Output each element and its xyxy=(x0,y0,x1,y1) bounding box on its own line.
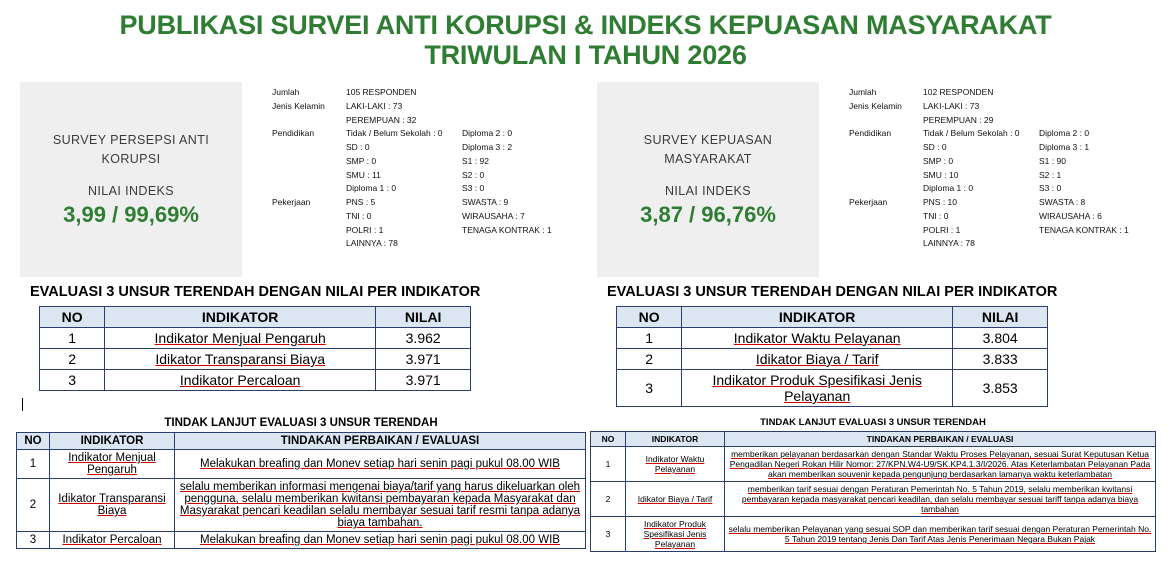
table-row xyxy=(40,349,471,370)
cell-indikator-text: Idikator Transparansi Biaya xyxy=(58,493,166,517)
cell-no: 2 xyxy=(40,349,105,370)
table-row xyxy=(17,450,586,479)
cell-indikator xyxy=(105,370,376,391)
stat-pekerjaan-1-b: WIRAUSAHA : 7 xyxy=(462,210,525,221)
stat-pendidikan-3-a: SMU : 10 xyxy=(923,169,959,180)
table-header-row xyxy=(591,432,1156,447)
cell-indikator xyxy=(626,447,725,482)
cell-nilai: 3.962 xyxy=(376,328,471,349)
cell-indikator-text: Indikator Percaloan xyxy=(62,534,162,546)
cell-indikator-text: Indikator Menjual Pengaruh xyxy=(68,452,156,476)
cell-no: 3 xyxy=(591,517,626,552)
table-header-row xyxy=(40,307,471,328)
stat-pendidikan-3-b: S2 : 1 xyxy=(1039,169,1062,180)
cell-no: 1 xyxy=(17,450,50,479)
stat-pekerjaan-2-a: POLRI : 1 xyxy=(923,224,961,235)
cell-no: 1 xyxy=(40,328,105,349)
index-box-label-line1: SURVEY KEPUASAN xyxy=(643,132,773,147)
index-box-sub: NILAI INDEKS xyxy=(664,184,752,199)
panel-anti-korupsi xyxy=(20,82,552,277)
eval-title: EVALUASI 3 UNSUR TERENDAH DENGAN NILAI PER INDIKATOR xyxy=(607,284,1058,300)
col-indikator: INDIKATOR xyxy=(682,307,953,328)
stat-pendidikan-4-a: Diploma 1 : 0 xyxy=(346,183,397,194)
cell-no: 3 xyxy=(17,532,50,549)
cell-no: 1 xyxy=(617,328,682,349)
cell-tindakan xyxy=(175,450,586,479)
stat-value-laki: LAKI-LAKI : 73 xyxy=(346,100,403,111)
cell-indikator xyxy=(682,370,953,407)
cell-nilai: 3.833 xyxy=(953,349,1048,370)
table-row xyxy=(617,349,1048,370)
cell-nilai: 3.804 xyxy=(953,328,1048,349)
col-indikator: INDIKATOR xyxy=(626,432,725,447)
cell-indikator xyxy=(682,349,953,370)
stat-label-jenis-kelamin: Jenis Kelamin xyxy=(849,100,902,111)
stat-pekerjaan-3-a: LAINNYA : 78 xyxy=(346,238,398,249)
cell-tindakan-text: Melakukan breafing dan Monev setiap hari senin pagi pukul 08.00 WIB xyxy=(200,458,560,470)
table-header-row xyxy=(617,307,1048,328)
cell-indikator-text: Idikator Biaya / Tarif xyxy=(637,494,713,504)
followup-title: TINDAK LANJUT EVALUASI 3 UNSUR TERENDAH xyxy=(164,417,438,429)
cell-nilai: 3.971 xyxy=(376,349,471,370)
title-line-2: TRIWULAN I TAHUN 2026 xyxy=(424,40,747,71)
stat-value-jumlah: 102 RESPONDEN xyxy=(923,87,994,97)
stat-pekerjaan-2-b: TENAGA KONTRAK : 1 xyxy=(462,224,552,235)
cell-no: 3 xyxy=(617,370,682,407)
cell-indikator xyxy=(50,532,175,549)
col-nilai: NILAI xyxy=(376,307,471,328)
cell-tindakan xyxy=(725,482,1156,517)
stat-pekerjaan-0-b: SWASTA : 8 xyxy=(1039,197,1086,208)
stat-value-perempuan: PEREMPUAN : 29 xyxy=(923,114,994,125)
col-nilai: NILAI xyxy=(953,307,1048,328)
stat-pendidikan-1-a: SD : 0 xyxy=(346,142,370,153)
cell-no: 2 xyxy=(617,349,682,370)
stat-pendidikan-4-b: S3 : 0 xyxy=(1039,183,1062,194)
table-row xyxy=(17,532,586,549)
stat-pekerjaan-1-a: TNI : 0 xyxy=(346,210,372,221)
cell-indikator xyxy=(105,328,376,349)
table-row xyxy=(40,328,471,349)
text-cursor xyxy=(22,398,23,411)
stat-pendidikan-3-b: S2 : 0 xyxy=(462,169,485,180)
stat-pekerjaan-3-b xyxy=(462,237,572,251)
table-row xyxy=(40,370,471,391)
stat-pendidikan-1-b: Diploma 3 : 2 xyxy=(462,142,513,153)
followup-title: TINDAK LANJUT EVALUASI 3 UNSUR TERENDAH xyxy=(760,417,986,428)
eval-section-kepuasan xyxy=(607,284,1057,407)
title-line-1: PUBLIKASI SURVEI ANTI KORUPSI & INDEKS KEPUASAN MASYARAKAT xyxy=(119,10,1052,40)
followup-table-anti-korupsi xyxy=(16,432,586,549)
index-box-sub: NILAI INDEKS xyxy=(87,184,175,199)
cell-indikator-text: Indikator Produk Spesifikasi Jenis Pelayanan xyxy=(712,372,922,404)
cell-indikator xyxy=(626,517,725,552)
cell-indikator-text: Indikator Waktu Pelayanan xyxy=(733,330,901,346)
cell-indikator xyxy=(105,349,376,370)
col-tindakan: TINDAKAN PERBAIKAN / EVALUASI xyxy=(725,432,1156,447)
col-no: NO xyxy=(17,433,50,450)
panel-kepuasan-masyarakat xyxy=(597,82,1129,277)
cell-nilai: 3.971 xyxy=(376,370,471,391)
stat-pekerjaan-1-b: WIRAUSAHA : 6 xyxy=(1039,210,1102,221)
table-header-row xyxy=(17,433,586,450)
col-no: NO xyxy=(591,432,626,447)
col-no: NO xyxy=(40,307,105,328)
stat-pekerjaan-2-b: TENAGA KONTRAK : 1 xyxy=(1039,224,1129,235)
stat-pendidikan-1-a: SD : 0 xyxy=(923,142,947,153)
stat-pendidikan-2-a: SMP : 0 xyxy=(346,155,377,166)
index-box-kepuasan xyxy=(597,82,819,277)
stat-pekerjaan-2-a: POLRI : 1 xyxy=(346,224,384,235)
stat-pekerjaan-0-b: SWASTA : 9 xyxy=(462,197,509,208)
eval-section-anti-korupsi xyxy=(30,284,480,391)
cell-tindakan-text: memberikan pelayanan berdasarkan dengan Standar Waktu Proses Pelayanan, sesuai Surat Keputusan Ketua Pengadilan Negeri Rokan Hilir Nomor: 27/KPN.W4-U9/SK.KP4.1.3/I/2026. Atas Keterlambatan Pelayanan Pada akan memberikan souvenir kepada pengunjung berdasarkan lamanya waktu keterlambatan xyxy=(729,449,1151,479)
stat-value-perempuan: PEREMPUAN : 32 xyxy=(346,114,417,125)
stat-pendidikan-0-b: Diploma 2 : 0 xyxy=(462,128,513,139)
table-row xyxy=(617,328,1048,349)
stat-pendidikan-3-a: SMU : 11 xyxy=(346,169,381,180)
cell-no: 3 xyxy=(40,370,105,391)
stat-pendidikan-1-b: Diploma 3 : 1 xyxy=(1039,142,1090,153)
cell-tindakan xyxy=(175,532,586,549)
stat-label-jumlah: Jumlah xyxy=(849,87,877,97)
stat-pendidikan-2-a: SMP : 0 xyxy=(923,155,954,166)
followup-section-anti-korupsi xyxy=(16,417,586,549)
index-box-label-line2: KORUPSI xyxy=(101,151,161,166)
stat-pendidikan-0-b: Diploma 2 : 0 xyxy=(1039,128,1090,139)
cell-nilai: 3.853 xyxy=(953,370,1048,407)
stat-pekerjaan-3-b xyxy=(1039,237,1149,251)
cell-tindakan-text: memberikan tarif sesuai dengan Peraturan Pemerintah No. 5 Tahun 2019, selalu memberikan kwitansi pembayaran kepada masyarakat pencari keadilan, dan selalu membayar sesuai tariff tanpa adanya biaya tambahan xyxy=(741,484,1139,514)
stat-label-pendidikan: Pendidikan xyxy=(849,128,892,139)
cell-tindakan xyxy=(725,447,1156,482)
eval-title: EVALUASI 3 UNSUR TERENDAH DENGAN NILAI PER INDIKATOR xyxy=(30,284,481,300)
cell-indikator xyxy=(50,450,175,479)
index-box-value: 3,87 / 96,76% xyxy=(640,202,776,228)
cell-no: 1 xyxy=(591,447,626,482)
page-title xyxy=(0,0,1171,70)
stat-pekerjaan-3-a: LAINNYA : 78 xyxy=(923,238,975,249)
cell-indikator-text: Indikator Produk Spesifikasi Jenis Pelayanan xyxy=(643,519,707,549)
cell-no: 2 xyxy=(17,479,50,532)
stat-pekerjaan-0-a: PNS : 5 xyxy=(346,197,376,208)
cell-tindakan-text: selalu memberikan Pelayanan yang sesuai SOP dan memberikan tarif sesuai dengan Peraturan Pemerintah No. 5 Tahun 2019 tentang Jenis Dan Tarif Atas Jenis Penerimaan Negara Bukan Pajak xyxy=(728,524,1152,544)
stat-label-pendidikan: Pendidikan xyxy=(272,128,315,139)
cell-no: 2 xyxy=(591,482,626,517)
stat-pekerjaan-0-a: PNS : 10 xyxy=(923,197,958,208)
table-row xyxy=(17,479,586,532)
stat-pendidikan-0-a: Tidak / Belum Sekolah : 0 xyxy=(346,128,443,139)
stat-value-laki: LAKI-LAKI : 73 xyxy=(923,100,980,111)
cell-indikator-text: Indikator Waktu Pelayanan xyxy=(645,454,705,474)
stat-label-jenis-kelamin: Jenis Kelamin xyxy=(272,100,325,111)
col-no: NO xyxy=(617,307,682,328)
table-row xyxy=(591,482,1156,517)
stat-pendidikan-4-b: S3 : 0 xyxy=(462,183,485,194)
cell-indikator xyxy=(626,482,725,517)
stat-pendidikan-2-b: S1 : 92 xyxy=(462,155,489,166)
cell-indikator xyxy=(682,328,953,349)
col-tindakan: TINDAKAN PERBAIKAN / EVALUASI xyxy=(175,433,586,450)
index-box-anti-korupsi xyxy=(20,82,242,277)
cell-tindakan xyxy=(175,479,586,532)
stat-label-pekerjaan: Pekerjaan xyxy=(849,197,888,208)
cell-indikator xyxy=(50,479,175,532)
cell-tindakan xyxy=(725,517,1156,552)
index-box-label-line1: SURVEY PERSEPSI ANTI xyxy=(52,132,210,147)
cell-tindakan-text: Melakukan breafing dan Monev setiap hari senin pagi pukul 08.00 WIB xyxy=(200,534,560,546)
respondent-stats-anti-korupsi xyxy=(272,86,572,251)
stat-pendidikan-4-a: Diploma 1 : 0 xyxy=(923,183,974,194)
cell-tindakan-text: selalu memberikan informasi mengenai biaya/tarif yang harus dikeluarkan oleh pengguna, selalu memberikan kwitansi pembayaran kepada Masyarakat dan Masyarakat pencari keadilan selalu membayar sesuai tarif resmi tanpa adanya biaya tambahan. xyxy=(179,481,581,529)
stat-value-jumlah: 105 RESPONDEN xyxy=(346,87,417,97)
eval-table-kepuasan xyxy=(616,306,1048,407)
col-indikator: INDIKATOR xyxy=(105,307,376,328)
cell-indikator-text: Idikator Transparansi Biaya xyxy=(155,351,325,367)
eval-table-anti-korupsi xyxy=(39,306,471,391)
stat-pekerjaan-1-a: TNI : 0 xyxy=(923,210,949,221)
cell-indikator-text: Idikator Biaya / Tarif xyxy=(755,351,879,367)
index-box-value: 3,99 / 99,69% xyxy=(63,202,199,228)
cell-indikator-text: Indikator Percaloan xyxy=(179,372,301,388)
cell-indikator-text: Indikator Menjual Pengaruh xyxy=(154,330,326,346)
index-box-label-line2: MASYARAKAT xyxy=(664,151,752,166)
table-row xyxy=(591,517,1156,552)
followup-table-kepuasan xyxy=(590,431,1156,552)
stat-label-pekerjaan: Pekerjaan xyxy=(272,197,311,208)
stat-label-jumlah: Jumlah xyxy=(272,87,300,97)
table-row xyxy=(591,447,1156,482)
respondent-stats-kepuasan xyxy=(849,86,1149,251)
stat-pendidikan-0-a: Tidak / Belum Sekolah : 0 xyxy=(923,128,1020,139)
followup-section-kepuasan xyxy=(590,417,1156,552)
col-indikator: INDIKATOR xyxy=(50,433,175,450)
table-row xyxy=(617,370,1048,407)
stat-pendidikan-2-b: S1 : 90 xyxy=(1039,155,1066,166)
